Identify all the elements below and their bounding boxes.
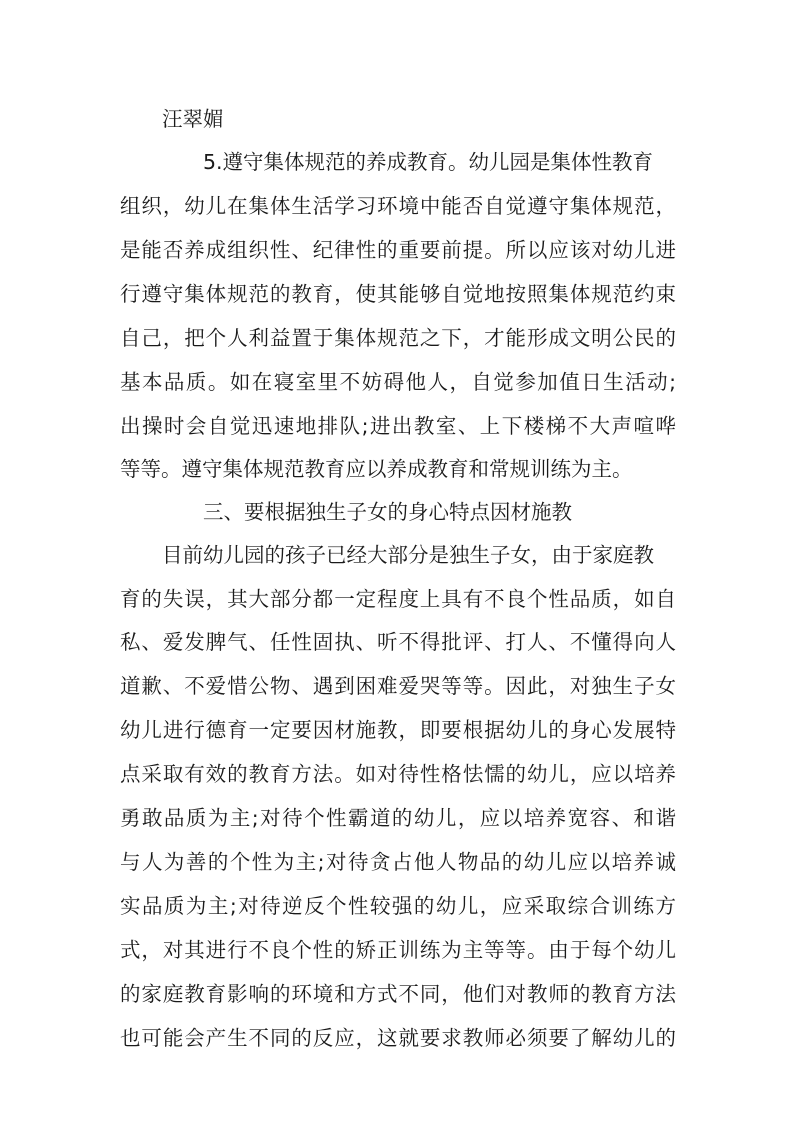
section-heading: 三、要根据独生子女的身心特点因材施教: [203, 500, 572, 524]
paragraph-line: 勇敢品质为主;对待个性霸道的幼儿，应以培养宽容、和谐: [120, 806, 676, 830]
paragraph-line: 道歉、不爱惜公物、遇到困难爱哭等等。因此，对独生子女: [120, 674, 676, 698]
paragraph-line: 私、爱发脾气、任性固执、听不得批评、打人、不懂得向人: [120, 630, 676, 654]
paragraph-line: 育的失误，其大部分都一定程度上具有不良个性品质，如自: [120, 587, 676, 611]
author-name: 汪翠媚: [162, 107, 224, 131]
paragraph-line: 的家庭教育影响的环境和方式不同，他们对教师的教育方法: [120, 982, 676, 1006]
paragraph-line: 等等。遵守集体规范教育应以养成教育和常规训练为主。: [120, 457, 633, 481]
paragraph-line: 实品质为主;对待逆反个性较强的幼儿，应采取综合训练方: [120, 894, 676, 918]
paragraph-line: 基本品质。如在寝室里不妨碍他人，自觉参加值日生活动;: [120, 370, 676, 394]
paragraph-line: 出操时会自觉迅速地排队;进出教室、上下楼梯不大声喧哗: [120, 414, 676, 438]
paragraph-line: 与人为善的个性为主;对待贪占他人物品的幼儿应以培养诚: [120, 850, 676, 874]
paragraph-line: 行遵守集体规范的教育，使其能够自觉地按照集体规范约束: [120, 282, 676, 306]
paragraph-line: 幼儿进行德育一定要因材施教，即要根据幼儿的身心发展特: [120, 718, 676, 742]
paragraph-line: 自己，把个人利益置于集体规范之下，才能形成文明公民的: [120, 326, 676, 350]
paragraph-line: 5.遵守集体规范的养成教育。幼儿园是集体性教育: [203, 150, 654, 174]
paragraph-line: 式，对其进行不良个性的矫正训练为主等等。由于每个幼儿: [120, 938, 676, 962]
paragraph-line: 点采取有效的教育方法。如对待性格怯懦的幼儿，应以培养: [120, 762, 676, 786]
paragraph-line: 也可能会产生不同的反应，这就要求教师必须要了解幼儿的: [120, 1026, 676, 1050]
paragraph-line: 是能否养成组织性、纪律性的重要前提。所以应该对幼儿进: [120, 238, 676, 262]
paragraph-line: 组织，幼儿在集体生活学习环境中能否自觉遵守集体规范，: [120, 194, 676, 218]
paragraph-line: 目前幼儿园的孩子已经大部分是独生子女，由于家庭教: [162, 543, 654, 567]
